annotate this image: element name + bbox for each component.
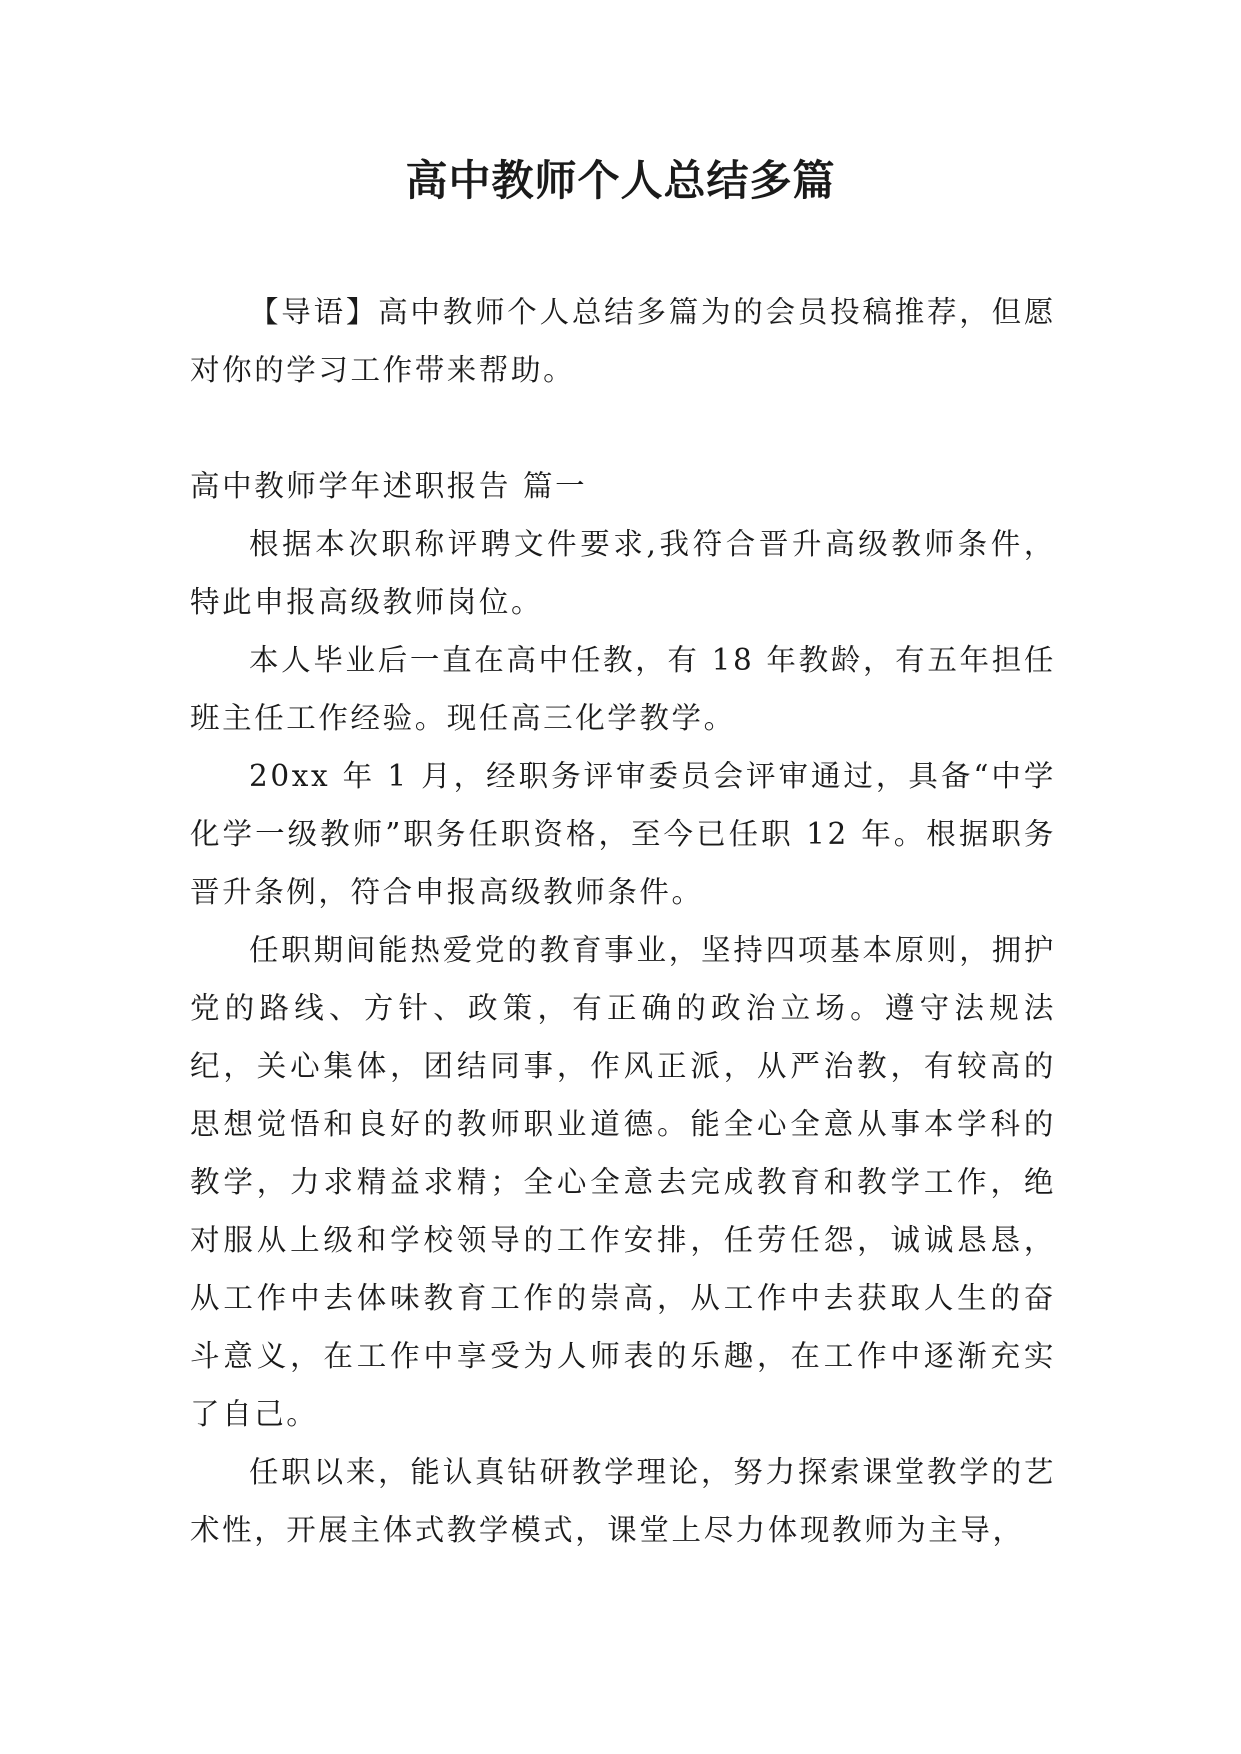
document-body — [190, 283, 1056, 1559]
intro-paragraph: 【导语】高中教师个人总结多篇为的会员投稿推荐，但愿对你的学习工作带来帮助。 — [190, 295, 1056, 387]
paragraph-2: 本人毕业后一直在高中任教，有 18 年教龄，有五年担任班主任工作经验。现任高三化学教学。 — [190, 643, 1056, 735]
section-heading: 高中教师学年述职报告 篇一 — [190, 469, 588, 503]
document-title: 高中教师个人总结多篇 — [405, 156, 836, 205]
paragraph-1: 根据本次职称评聘文件要求,我符合晋升高级教师条件，特此申报高级教师岗位。 — [190, 527, 1056, 619]
paragraph-4: 任职期间能热爱党的教育事业，坚持四项基本原则，拥护党的路线、方针、政策，有正确的政治立场。遵守法规法纪，关心集体，团结同事，作风正派，从严治教，有较高的思想觉悟和良好的教师职业道德。能全心全意从事本学科的教学，力求精益求精；全心全意去完成教育和教学工作，绝对服从上级和学校领导的工作安排，任劳任怨，诚诚恳恳，从工作中去体味教育工作的崇高，从工作中去获取人生的奋斗意义，在工作中享受为人师表的乐趣，在工作中逐渐充实了自己。 — [190, 933, 1056, 1431]
paragraph-5: 任职以来，能认真钻研教学理论，努力探索课堂教学的艺术性，开展主体式教学模式，课堂上尽力体现教师为主导， — [190, 1455, 1056, 1547]
paragraph-3: 20xx 年 1 月，经职务评审委员会评审通过，具备“中学化学一级教师”职务任职资格，至今已任职 12 年。根据职务晋升条例，符合申报高级教师条件。 — [190, 759, 1056, 909]
